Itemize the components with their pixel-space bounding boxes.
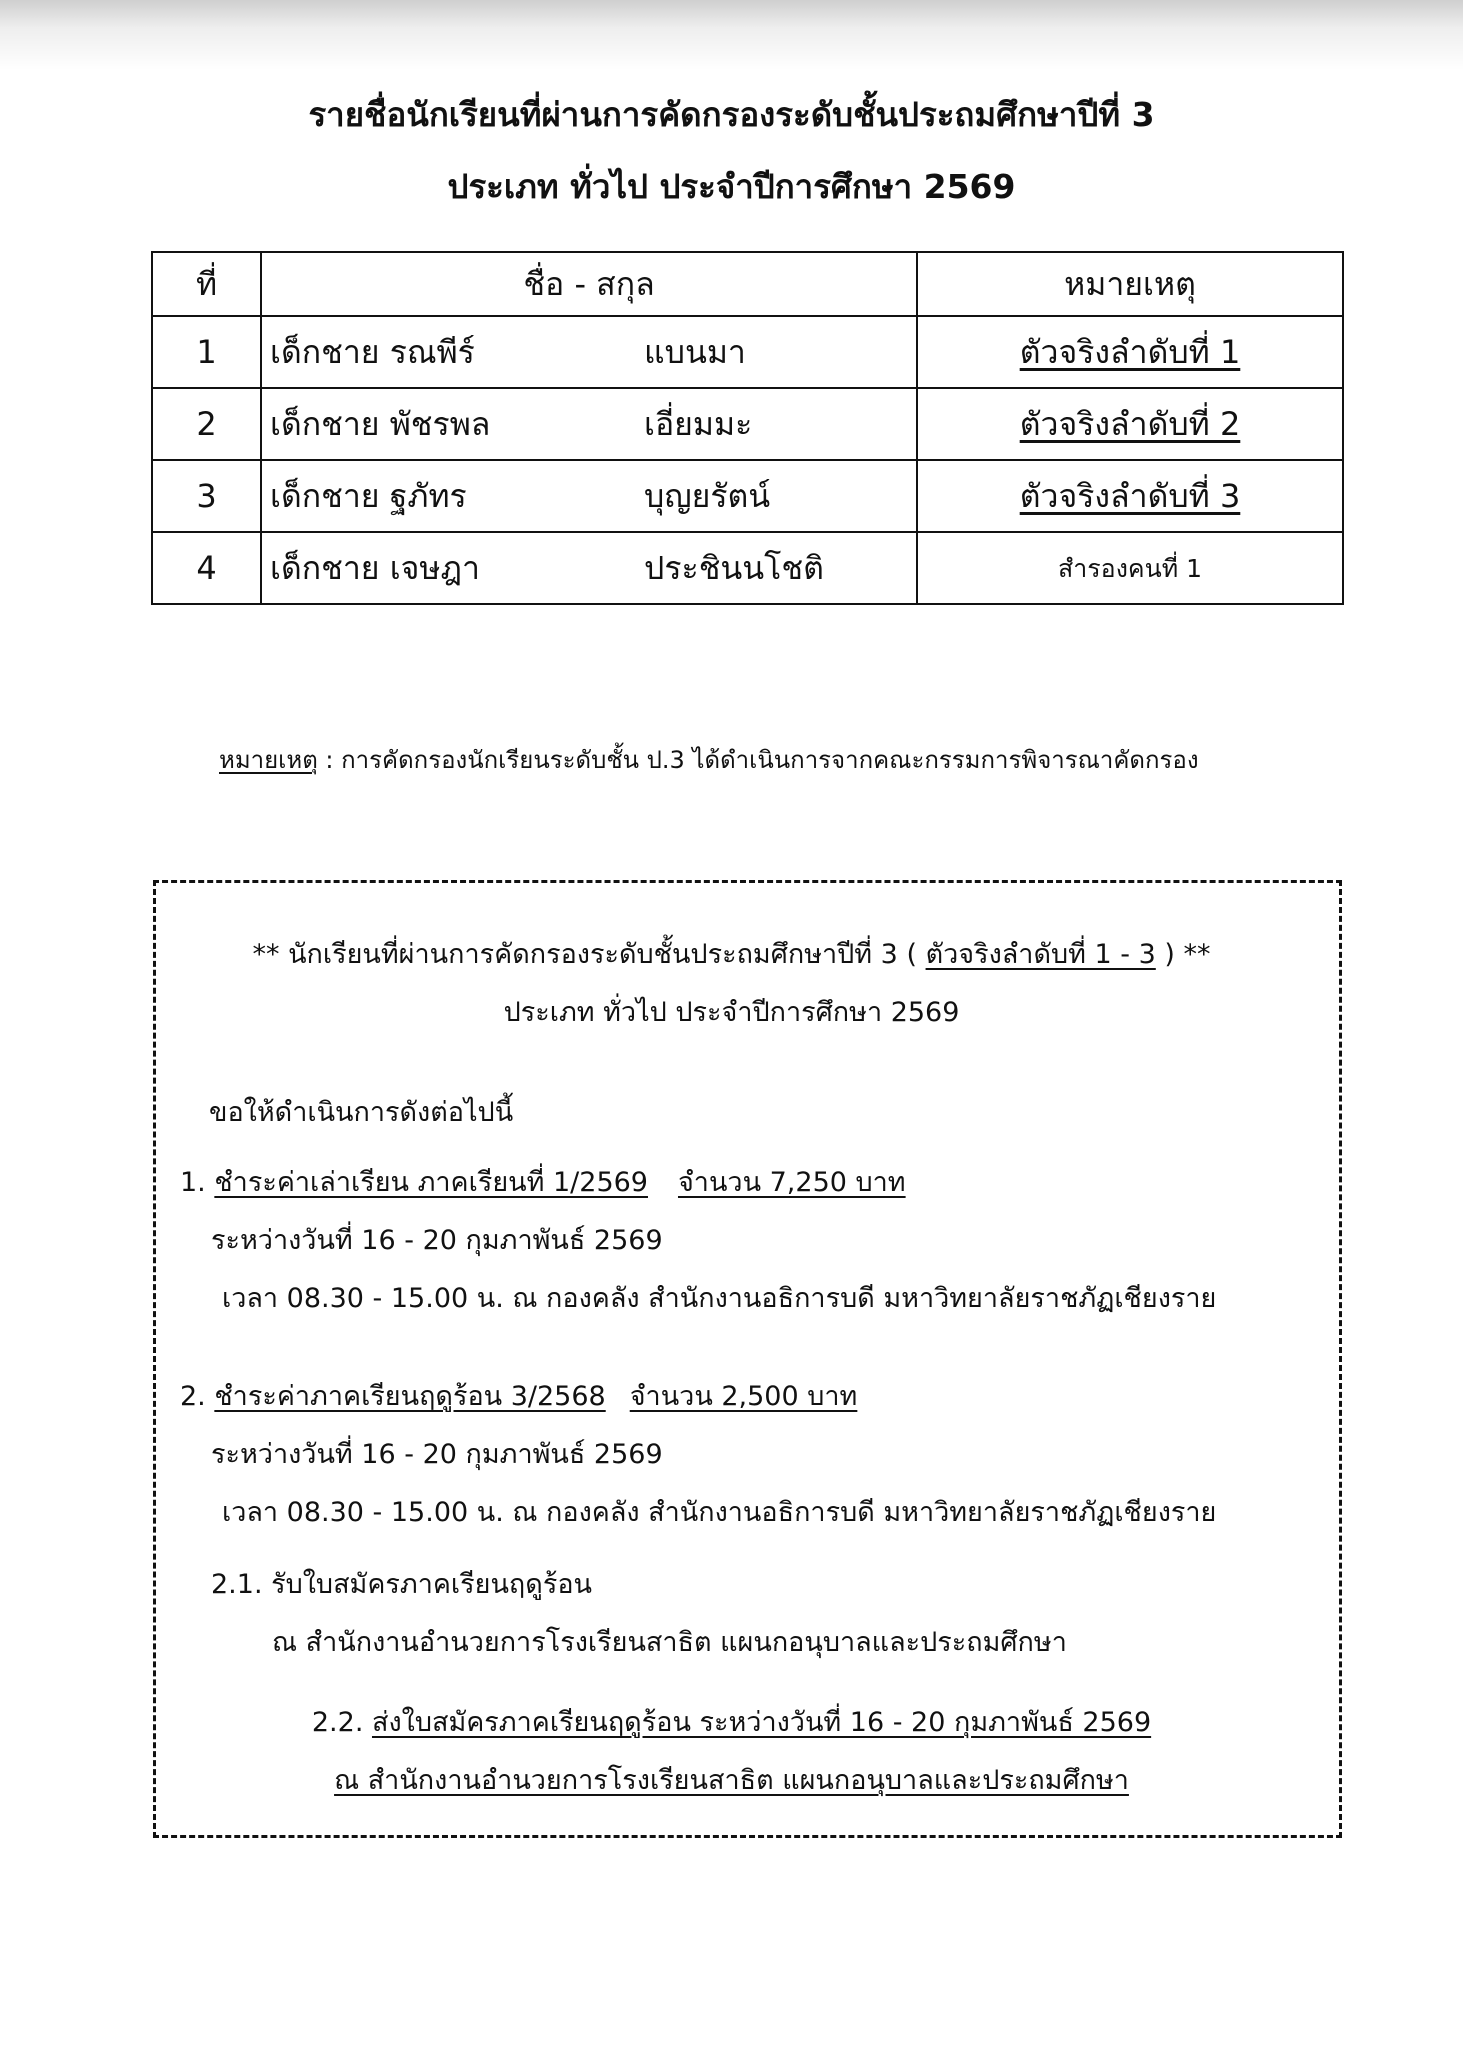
table-row xyxy=(152,532,1343,604)
row-remark xyxy=(917,388,1343,460)
header-remark: หมายเหตุ xyxy=(917,252,1343,316)
footnote xyxy=(219,740,1199,779)
row-surname: แบนมา xyxy=(644,332,746,371)
row-number: 1 xyxy=(152,316,261,388)
item2-location: เวลา 08.30 - 15.00 น. ณ กองคลัง สำนักงานอธิการบดี มหาวิทยาลัยราชภัฏเชียงราย xyxy=(222,1497,1217,1528)
header-name: ชื่อ - สกุล xyxy=(261,252,917,316)
sub22-number: 2.2. xyxy=(311,1707,372,1738)
item1-location: เวลา 08.30 - 15.00 น. ณ กองคลัง สำนักงานอธิการบดี มหาวิทยาลัยราชภัฏเชียงราย xyxy=(222,1283,1217,1314)
scan-shadow xyxy=(0,0,1463,70)
item1-number: 1. xyxy=(180,1167,215,1198)
item1-period: ระหว่างวันที่ 16 - 20 กุมภาพันธ์ 2569 xyxy=(211,1225,663,1256)
box-intro: ขอให้ดำเนินการดังต่อไปนี้ xyxy=(209,1097,514,1128)
row-remark xyxy=(917,460,1343,532)
table-row xyxy=(152,388,1343,460)
sub22-detail-text: ณ สำนักงานอำนวยการโรงเรียนสาธิต แผนกอนุบาลและประถมศึกษา xyxy=(334,1765,1129,1796)
row-remark-text: ตัวจริงลำดับที่ 2 xyxy=(1019,404,1241,443)
student-table xyxy=(151,251,1344,605)
row-surname: บุญยรัตน์ xyxy=(644,476,771,515)
page-title: รายชื่อนักเรียนที่ผ่านการคัดกรองระดับชั้นประถมศึกษาปีที่ 3 xyxy=(308,95,1155,134)
row-remark-text: ตัวจริงลำดับที่ 3 xyxy=(1019,476,1241,515)
row-name xyxy=(261,532,917,604)
item2-number: 2. xyxy=(180,1381,215,1412)
table-row xyxy=(152,460,1343,532)
sub22-detail xyxy=(0,1758,1463,1801)
footnote-label: หมายเหตุ xyxy=(219,746,318,774)
row-name xyxy=(261,460,917,532)
row-name xyxy=(261,388,917,460)
box-heading-underlined: ตัวจริงลำดับที่ 1 - 3 xyxy=(925,939,1156,970)
row-given-name: เด็กชาย รณพีร์ xyxy=(270,332,475,371)
row-given-name: เด็กชาย เจษฎา xyxy=(270,548,480,587)
sub22-label-text: ส่งใบสมัครภาคเรียนฤดูร้อน ระหว่างวันที่ 16 - 20 กุมภาพันธ์ 2569 xyxy=(371,1707,1152,1738)
item2-amount: จำนวน 2,500 บาท xyxy=(629,1381,858,1412)
box-heading-prefix: ** นักเรียนที่ผ่านการคัดกรองระดับชั้นประถมศึกษาปีที่ 3 ( xyxy=(252,939,926,970)
item1-amount: จำนวน 7,250 บาท xyxy=(677,1167,906,1198)
box-heading-line2: ประเภท ทั่วไป ประจำปีการศึกษา 2569 xyxy=(503,997,960,1028)
row-given-name: เด็กชาย พัชรพล xyxy=(270,404,491,443)
table-row xyxy=(152,316,1343,388)
box-heading xyxy=(0,932,1463,975)
row-surname: ประชินนโชติ xyxy=(644,548,824,587)
sub21-detail: ณ สำนักงานอำนวยการโรงเรียนสาธิต แผนกอนุบาลและประถมศึกษา xyxy=(272,1627,1067,1658)
item1-title-text: ชำระค่าเล่าเรียน ภาคเรียนที่ 1/2569 xyxy=(214,1167,648,1198)
row-number: 4 xyxy=(152,532,261,604)
item2-title-text: ชำระค่าภาคเรียนฤดูร้อน 3/2568 xyxy=(214,1381,606,1412)
item2-title xyxy=(180,1374,857,1417)
table-header-row xyxy=(152,252,1343,316)
row-name xyxy=(261,316,917,388)
row-number: 3 xyxy=(152,460,261,532)
row-remark-text: ตัวจริงลำดับที่ 1 xyxy=(1019,332,1241,371)
box-heading-suffix: ) ** xyxy=(1155,939,1211,970)
row-given-name: เด็กชาย ฐภัทร xyxy=(270,476,467,515)
page-subtitle: ประเภท ทั่วไป ประจำปีการศึกษา 2569 xyxy=(447,167,1016,206)
item1-title xyxy=(180,1160,906,1203)
row-surname: เอี่ยมมะ xyxy=(644,404,753,443)
sub21-label: 2.1. รับใบสมัครภาคเรียนฤดูร้อน xyxy=(211,1569,592,1600)
footnote-text: : การคัดกรองนักเรียนระดับชั้น ป.3 ได้ดำเนินการจากคณะกรรมการพิจารณาคัดกรอง xyxy=(317,746,1199,774)
header-number: ที่ xyxy=(152,252,261,316)
sub22-label xyxy=(0,1700,1463,1743)
row-number: 2 xyxy=(152,388,261,460)
row-remark xyxy=(917,532,1343,604)
row-remark-text: สำรองคนที่ 1 xyxy=(1057,554,1203,583)
row-remark xyxy=(917,316,1343,388)
item2-period: ระหว่างวันที่ 16 - 20 กุมภาพันธ์ 2569 xyxy=(211,1439,663,1470)
